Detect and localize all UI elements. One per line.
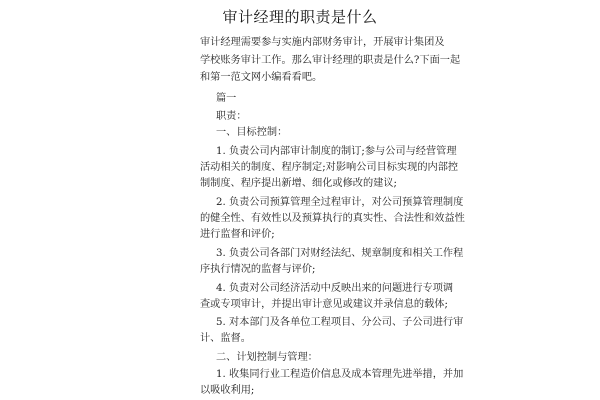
section-label: 篇一	[216, 93, 237, 104]
body-line: 审计经理需要参与实施内部财务审计，开展审计集团及	[200, 37, 445, 48]
body-line: 1. 负责公司内部审计制度的制订;参与公司与经营管理	[216, 146, 457, 157]
body-line: 进行监督和评价;	[200, 229, 275, 240]
body-line: 3. 负责公司各部门对财经法纪、规章制度和相关工作程	[216, 248, 464, 259]
body-line: 制制度、程序提出新增、细化或修改的建议;	[200, 178, 397, 189]
body-line: 4. 负责对公司经济活动中反映出来的问题进行专项调	[216, 283, 454, 294]
body-line: 计、监督。	[200, 333, 251, 344]
body-line: 学校账务审计工作。那么审计经理的职责是什么?下面一起	[200, 55, 461, 66]
body-line: 的健全性、有效性以及预算执行的真实性、合法性和效益性	[200, 213, 465, 224]
body-line: 1. 收集同行业工程造价信息及成本管理先进举措，并加	[216, 369, 464, 380]
body-line: 和第一范文网小编看看吧。	[200, 72, 323, 83]
body-line: 2. 负责公司预算管理全过程审计，对公司预算管理制度	[216, 197, 464, 208]
section-heading: 一、目标控制：	[216, 127, 288, 138]
body-line: 以吸收利用;	[200, 385, 255, 396]
section-heading: 二、计划控制与管理：	[216, 352, 318, 363]
body-line: 查或专项审计，并提出审计意见或建议并录信息的载体;	[200, 299, 448, 310]
document-title: 审计经理的职责是什么	[222, 8, 378, 26]
body-line: 活动相关的制度、程序制定;对影响公司目标实现的内部控	[200, 162, 459, 173]
body-line: 5. 对本部门及各单位工程项目、分公司、子公司进行审	[216, 317, 464, 328]
body-line: 序执行情况的监督与评价;	[200, 264, 316, 275]
section-label: 职责：	[216, 111, 247, 122]
